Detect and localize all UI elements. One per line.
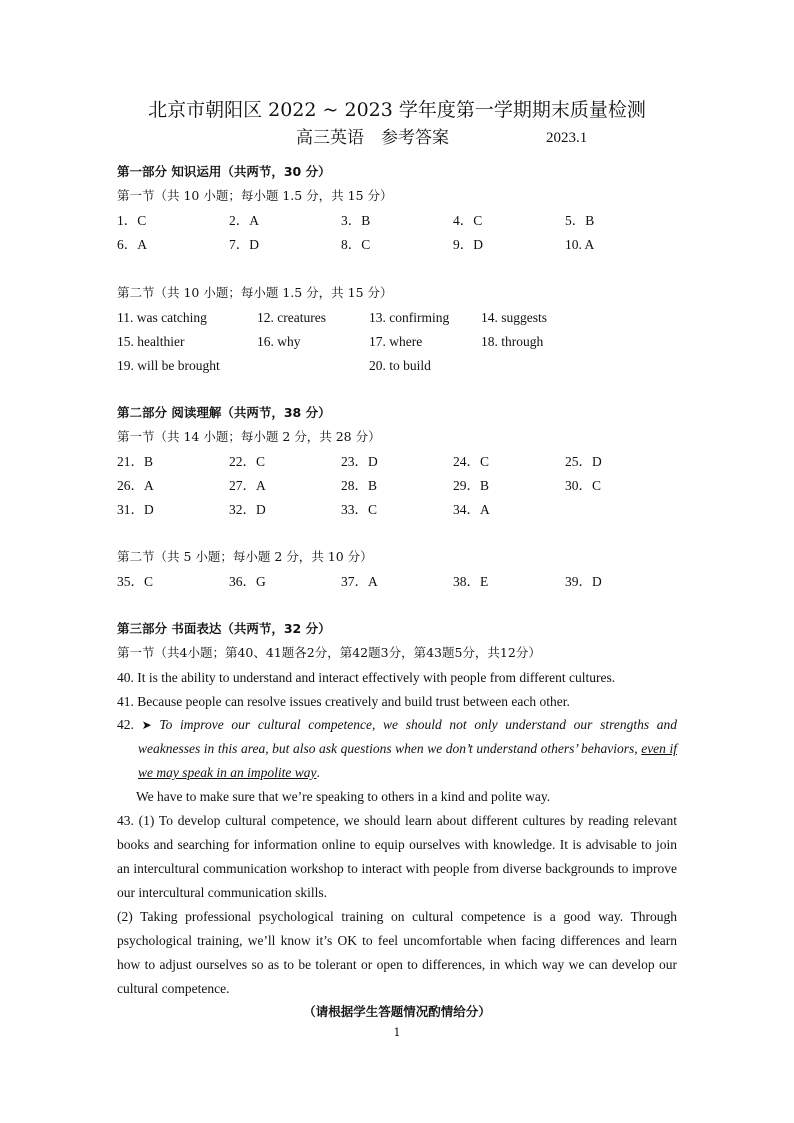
answer-item: 15. healthier xyxy=(117,334,185,349)
answer-item: 10. A xyxy=(565,237,595,252)
q42-italic-text: To improve our cultural competence, we should not only understand our strengths and weaknesses in this area, but also ask questions when we don’t understand others’ behaviors, xyxy=(138,717,678,756)
q42-number: 42. xyxy=(117,717,134,732)
answer-q42 xyxy=(117,713,677,809)
q42-end: . xyxy=(316,765,320,780)
answer-q41: 41. Because people can resolve issues creatively and build trust between each other. xyxy=(117,694,570,709)
answer-item: 32．D xyxy=(229,502,266,517)
answer-item: 1．C xyxy=(117,213,147,228)
answer-item: 38．E xyxy=(453,574,489,589)
answer-item: 19. will be brought xyxy=(117,358,220,373)
answer-item: 36．G xyxy=(229,574,266,589)
answer-item: 22．C xyxy=(229,454,266,469)
answer-item: 4．C xyxy=(453,213,483,228)
part3-heading: 第三部分 书面表达（共两节，32 分） xyxy=(117,621,331,636)
answer-item: 39．D xyxy=(565,574,602,589)
answer-item: 23．D xyxy=(341,454,378,469)
answer-item: 16. why xyxy=(257,334,301,349)
answer-item: 26．A xyxy=(117,478,154,493)
answer-item: 9．D xyxy=(453,237,483,252)
answer-item: 6．A xyxy=(117,237,147,252)
answer-item: 25．D xyxy=(565,454,602,469)
page-number: 1 xyxy=(393,1026,401,1039)
answer-item: 31．D xyxy=(117,502,154,517)
answer-q43-part2: (2) Taking professional psychological training on cultural competence is a good way. Through psychological training, we’ll know it’s OK to feel uncomfortable when facing differences and learn how to adjust ourselves so as to be tolerant or open to differences, in which way we can develop our cultural competence. xyxy=(117,909,677,996)
part2-heading: 第二部分 阅读理解（共两节，38 分） xyxy=(117,405,331,420)
document-title: 北京市朝阳区 2022 ~ 2023 学年度第一学期期末质量检测 xyxy=(148,99,646,121)
grading-note: （请根据学生答题情况酌情给分） xyxy=(303,1004,491,1019)
answer-item: 12. creatures xyxy=(257,310,326,325)
answer-item: 33．C xyxy=(341,502,378,517)
answer-q43-part1: 43. (1) To develop cultural competence, we should learn about different cultures by reading relevant books and searching for information online to equip ourselves with knowledge. It is advisable to join an intercultural communication workshop to interact with people from diverse backgrounds to improve our intercultural communication skills. xyxy=(117,813,677,900)
answer-item: 34．A xyxy=(453,502,490,517)
subtitle-text: 高三英语 参考答案 xyxy=(296,128,449,148)
part2-section1-heading: 第一节（共 14 小题；每小题 2 分，共 28 分） xyxy=(117,429,381,444)
q42-underlined-text: even if we may speak in an impolite way xyxy=(138,741,677,780)
answer-item: 5．B xyxy=(565,213,595,228)
answer-item: 7．D xyxy=(229,237,259,252)
document-subtitle xyxy=(296,126,588,150)
answer-item: 2．A xyxy=(229,213,259,228)
part1-section1-heading: 第一节（共 10 小题；每小题 1.5 分，共 15 分） xyxy=(117,188,393,203)
answer-item: 21．B xyxy=(117,454,154,469)
q42-followup: We have to make sure that we’re speaking to others in a kind and polite way. xyxy=(136,789,551,804)
answer-item: 8．C xyxy=(341,237,371,252)
arrow-icon: ➤ xyxy=(141,718,152,732)
answer-item: 30．C xyxy=(565,478,602,493)
answer-item: 11. was catching xyxy=(117,310,207,325)
part1-section2-heading: 第二节（共 10 小题；每小题 1.5 分，共 15 分） xyxy=(117,285,393,300)
answer-item: 20. to build xyxy=(369,358,431,373)
answer-item: 17. where xyxy=(369,334,423,349)
answer-item: 13. confirming xyxy=(369,310,450,325)
document-date: 2023.1 xyxy=(546,130,588,146)
answer-item: 37．A xyxy=(341,574,378,589)
answer-item: 27．A xyxy=(229,478,266,493)
answer-item: 29．B xyxy=(453,478,490,493)
answer-item: 14. suggests xyxy=(481,310,548,325)
part3-section1-heading: 第一节（共4小题；第40、41题各2分，第42题3分，第43题5分，共12分） xyxy=(117,645,541,660)
part2-section2-heading: 第二节（共 5 小题；每小题 2 分，共 10 分） xyxy=(117,549,373,564)
answer-item: 18. through xyxy=(481,334,544,349)
answer-q40: 40. It is the ability to understand and interact effectively with people from different cultures. xyxy=(117,670,616,685)
answer-item: 35．C xyxy=(117,574,154,589)
answer-item: 24．C xyxy=(453,454,490,469)
answer-item: 28．B xyxy=(341,478,378,493)
part1-heading: 第一部分 知识运用（共两节，30 分） xyxy=(117,164,331,179)
answer-item: 3．B xyxy=(341,213,371,228)
